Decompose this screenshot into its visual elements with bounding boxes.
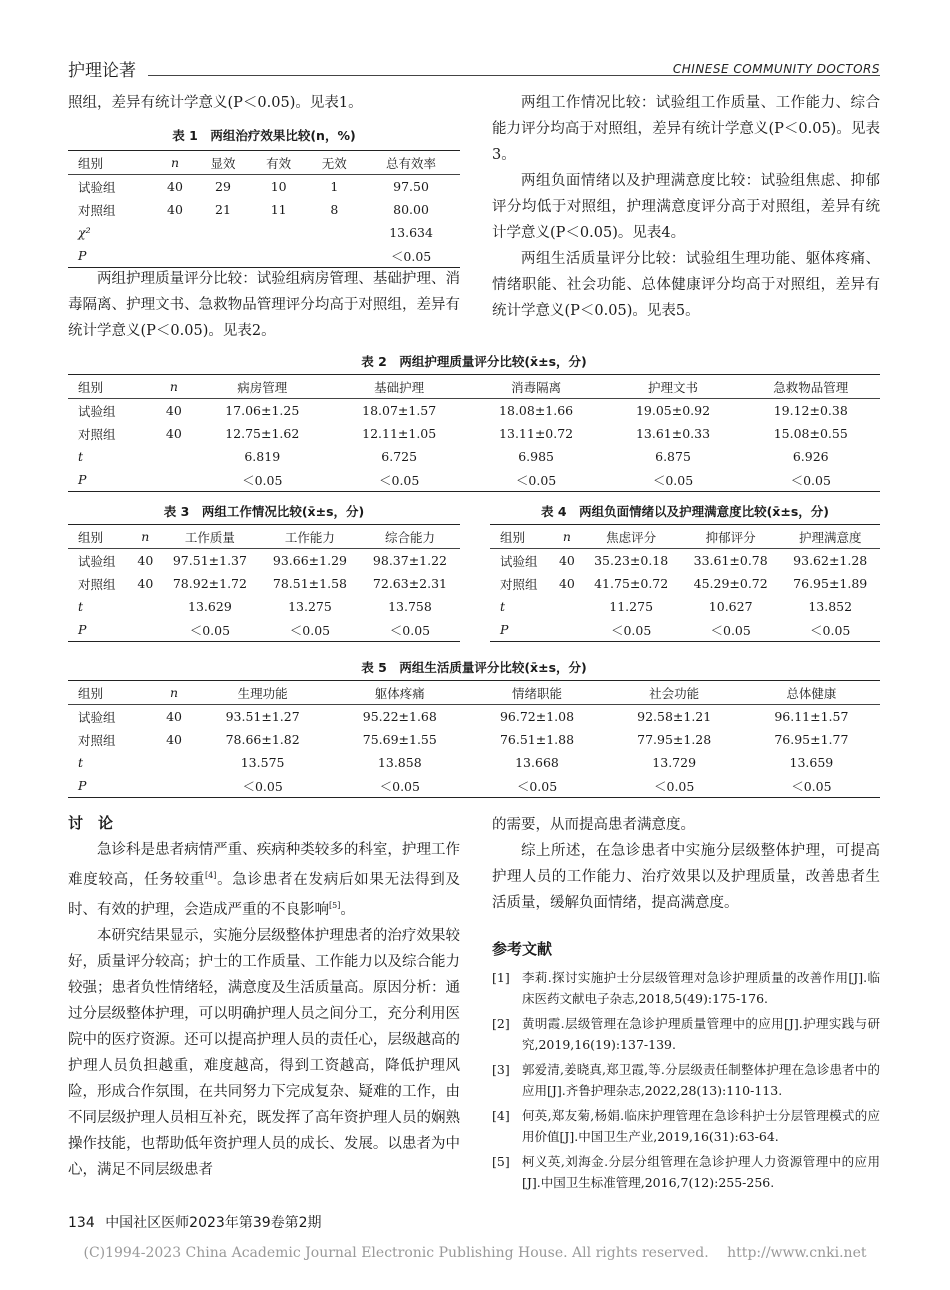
table-cell: 13.852 bbox=[808, 599, 853, 614]
discussion-paragraph-2: 本研究结果显示，实施分层级整体护理患者的治疗效果较好，质量评分较高；护士的工作质量、工作能力以及综合能力较强；患者负性情绪轻，满意度及生活质量高。原因分析：通过分层级整体护理，可以明确护理人员之间分工，充分利用医院中的医疗资源。还可以提高护理人员的责任心，层级越高的护理人员负担越重，难度越高，得到工资越高，降低护理风险，形成合作氛围，在共同努力下完成复杂、疑难的工作，由不同层级护理人员相互补充，既发挥了高年资护理人员的娴熟操作技能，也帮助低年资护理人员的成长、发展。以患者为中心，满足不同层级患者 bbox=[68, 927, 460, 1178]
table-header-cell: 生理功能 bbox=[194, 681, 331, 705]
table-cell: 80.00 bbox=[393, 202, 429, 217]
reference-text: 黄明霞.层级管理在急诊护理质量管理中的应用[J].护理实践与研究,2019,16(19):137-139. bbox=[522, 1016, 880, 1052]
table-cell bbox=[195, 244, 251, 268]
reference-text: 何英,郑友菊,杨娟.临床护理管理在急诊科护士分层管理模式的应用价值[J].中国卫生产业,2019,16(31):63-64. bbox=[522, 1108, 880, 1144]
table-cell: ＜0.05 bbox=[468, 774, 605, 798]
table-cell: 75.69±1.55 bbox=[362, 732, 437, 747]
header-divider bbox=[148, 75, 880, 76]
table-header-cell: 急救物品管理 bbox=[741, 375, 880, 399]
table-row bbox=[68, 244, 460, 268]
table-cell: 试验组 bbox=[78, 179, 116, 195]
table-row bbox=[68, 175, 460, 199]
table-cell: 8 bbox=[330, 202, 339, 217]
table-row bbox=[490, 595, 880, 618]
table-cell: ＜0.05 bbox=[331, 468, 468, 492]
table-header-cell: 总体健康 bbox=[743, 681, 880, 705]
table-cell bbox=[154, 751, 194, 774]
reference-item bbox=[492, 1151, 880, 1193]
citation-marker: [5] bbox=[329, 900, 341, 910]
table-cell: 78.92±1.72 bbox=[172, 576, 247, 591]
page-number: 134 bbox=[68, 1215, 95, 1231]
table-cell bbox=[552, 618, 581, 642]
table-cell: 72.63±2.31 bbox=[372, 576, 448, 591]
table-cell: 19.12±0.38 bbox=[773, 403, 848, 418]
table-cell: 10 bbox=[270, 179, 287, 194]
table-row bbox=[490, 618, 880, 642]
table-cell: 13.61±0.33 bbox=[635, 426, 711, 441]
table-cell: 96.11±1.57 bbox=[774, 709, 849, 724]
table-cell: 试验组 bbox=[78, 709, 116, 725]
table-cell: 对照组 bbox=[78, 426, 116, 442]
table-header-cell: 有效 bbox=[251, 151, 307, 175]
table-header-cell: 组别 bbox=[68, 151, 155, 175]
discussion-paragraph-1 bbox=[68, 837, 460, 923]
table-header-cell: 社会功能 bbox=[606, 681, 743, 705]
table-header-cell: 消毒隔离 bbox=[468, 375, 605, 399]
reference-text: 郭爱清,姜晓真,郑卫霞,等.分层级责任制整体护理在急诊患者中的应用[J].齐鲁护理杂志,2022,28(13):110-113. bbox=[522, 1062, 880, 1098]
table-cell: 92.58±1.21 bbox=[637, 709, 712, 724]
table-row bbox=[68, 728, 880, 751]
table-cell: ＜0.05 bbox=[743, 774, 880, 798]
table-cell: 6.875 bbox=[655, 449, 691, 464]
table-cell: t bbox=[78, 449, 84, 464]
table5-block bbox=[68, 658, 880, 798]
table-cell bbox=[154, 774, 194, 798]
table-cell: 33.61±0.78 bbox=[693, 553, 768, 568]
table-cell bbox=[306, 244, 362, 268]
table-cell bbox=[154, 445, 194, 468]
reference-text: 柯义英,刘海金.分层分组管理在急诊护理人力资源管理中的应用[J].中国卫生标准管理,2016,7(12):255-256. bbox=[522, 1154, 880, 1190]
table-cell: P bbox=[490, 618, 552, 642]
table4-caption: 表 4 两组负面情绪以及护理满意度比较(x̄±s，分) bbox=[541, 504, 829, 519]
table-cell: 97.50 bbox=[393, 179, 429, 194]
table-cell: 13.659 bbox=[789, 755, 834, 770]
table-header-cell: n bbox=[131, 525, 160, 549]
table-cell: 40 bbox=[167, 179, 183, 194]
table-header-cell: 抑郁评分 bbox=[681, 525, 781, 549]
table-cell: 19.05±0.92 bbox=[635, 403, 711, 418]
table-cell: ＜0.05 bbox=[606, 774, 743, 798]
table-cell: 29 bbox=[215, 179, 231, 194]
table-header-cell: 显效 bbox=[195, 151, 251, 175]
table-header-cell: 综合能力 bbox=[360, 525, 460, 549]
left-para-block bbox=[68, 266, 460, 344]
journal-section-title: 护理论著 bbox=[68, 61, 136, 81]
table-cell: ＜0.05 bbox=[780, 618, 880, 642]
table-cell: 76.51±1.88 bbox=[499, 732, 575, 747]
table-header-cell: 情绪职能 bbox=[468, 681, 605, 705]
table-cell: 6.725 bbox=[381, 449, 418, 464]
conclusion-paragraph: 综上所述，在急诊患者中实施分层级整体护理，可提高护理人员的工作能力、治疗效果以及护理质量，改善患者生活质量，缓解负面情绪，提高满意度。 bbox=[492, 843, 880, 911]
table-cell: 17.06±1.25 bbox=[225, 403, 300, 418]
table-cell: 13.729 bbox=[652, 755, 697, 770]
table-header-cell: 组别 bbox=[68, 525, 131, 549]
table-cell: 18.08±1.66 bbox=[499, 403, 574, 418]
table-cell: 40 bbox=[165, 403, 182, 418]
table-row bbox=[68, 774, 880, 798]
table-header-cell: 病房管理 bbox=[194, 375, 331, 399]
table-cell: 对照组 bbox=[500, 576, 538, 592]
table-cell bbox=[131, 618, 160, 642]
table-header-cell: 工作能力 bbox=[260, 525, 360, 549]
table-header-row bbox=[68, 375, 880, 399]
table-cell: ＜0.05 bbox=[681, 618, 781, 642]
references-heading: 参考文献 bbox=[492, 940, 553, 958]
table-header-row bbox=[68, 151, 460, 175]
text-run: 。急诊患者在发病后如果无法得到及时、有效的护理，会造成严重的不良影响 bbox=[68, 871, 461, 918]
table-cell: P bbox=[68, 244, 155, 268]
table-cell: 6.985 bbox=[518, 449, 554, 464]
table5-caption: 表 5 两组生活质量评分比较(x̄±s，分) bbox=[361, 660, 587, 675]
table-cell: 18.07±1.57 bbox=[362, 403, 437, 418]
text-run: 急诊科是患者病情严重、疾病种类较多的科室，护理工作难度较高，任务较重 bbox=[68, 842, 460, 888]
table-cell bbox=[552, 595, 581, 618]
table-cell: ＜0.05 bbox=[160, 618, 260, 642]
table-cell: 41.75±0.72 bbox=[594, 576, 669, 591]
table-header-cell: 组别 bbox=[68, 681, 154, 705]
table3-caption: 表 3 两组工作情况比较(x̄±s，分) bbox=[163, 504, 365, 519]
right-col-bottom bbox=[492, 812, 880, 1197]
table-header-row bbox=[490, 525, 880, 549]
copyright-notice: (C)1994-2023 China Academic Journal Electronic Publishing House. All rights reserved. http://www.cnki.net bbox=[83, 1245, 867, 1261]
table-cell: 13.634 bbox=[389, 225, 433, 240]
table-cell: 12.11±1.05 bbox=[362, 426, 437, 441]
table2-caption: 表 2 两组护理质量评分比较(x̄±s，分) bbox=[361, 354, 587, 369]
table-cell bbox=[195, 221, 251, 244]
table-header-row bbox=[68, 681, 880, 705]
table-header-cell: 工作质量 bbox=[160, 525, 260, 549]
table-row bbox=[68, 572, 460, 595]
table-cell: P bbox=[68, 774, 154, 798]
table-header-cell: 护理满意度 bbox=[780, 525, 880, 549]
table-header-cell: n bbox=[154, 681, 194, 705]
table-cell bbox=[251, 221, 307, 244]
table-cell: 13.668 bbox=[515, 755, 559, 770]
reference-text: 李莉.探讨实施护士分层级管理对急诊护理质量的改善作用[J].临床医药文献电子杂志,2018,5(49):175-176. bbox=[522, 970, 880, 1006]
table-header-row bbox=[68, 525, 460, 549]
table-cell: 12.75±1.62 bbox=[225, 426, 300, 441]
reference-number: [1] bbox=[492, 970, 510, 985]
table-cell: 13.629 bbox=[188, 599, 232, 614]
table-header-cell: 总有效率 bbox=[362, 151, 460, 175]
table4-block bbox=[490, 502, 880, 642]
table-row bbox=[490, 572, 880, 595]
table-cell: ＜0.05 bbox=[360, 618, 460, 642]
table2 bbox=[68, 374, 880, 492]
table-cell: 13.758 bbox=[388, 599, 432, 614]
table-row bbox=[68, 751, 880, 774]
table-cell: ＜0.05 bbox=[605, 468, 742, 492]
table-row bbox=[68, 595, 460, 618]
table-row bbox=[490, 549, 880, 573]
table-cell bbox=[131, 595, 160, 618]
reference-number: [5] bbox=[492, 1154, 510, 1169]
table-cell: P bbox=[68, 468, 154, 492]
table-cell: ＜0.05 bbox=[194, 774, 331, 798]
table-row bbox=[68, 445, 880, 468]
reference-list bbox=[492, 967, 880, 1193]
table5 bbox=[68, 680, 880, 798]
table-header-cell: 焦虑评分 bbox=[581, 525, 681, 549]
table-cell: 对照组 bbox=[78, 202, 116, 218]
table-row bbox=[68, 399, 880, 423]
table-cell: 试验组 bbox=[78, 553, 116, 569]
table-cell: ＜0.05 bbox=[581, 618, 681, 642]
paragraph-table4-intro: 两组负面情绪以及护理满意度比较：试验组焦虑、抑郁评分均低于对照组，护理满意度评分高于对照组，差异有统计学意义(P＜0.05)。见表4。 bbox=[492, 173, 880, 241]
table-cell bbox=[155, 244, 195, 268]
table-row bbox=[68, 221, 460, 244]
table-cell: t bbox=[500, 599, 506, 614]
table-cell: P bbox=[68, 618, 131, 642]
table-cell: 76.95±1.77 bbox=[774, 732, 849, 747]
reference-item bbox=[492, 1059, 880, 1101]
table-cell: χ² bbox=[78, 225, 91, 240]
table-header-cell: n bbox=[155, 151, 195, 175]
table-row bbox=[68, 618, 460, 642]
table-cell bbox=[306, 221, 362, 244]
table-cell: 97.51±1.37 bbox=[172, 553, 247, 568]
table-header-cell: n bbox=[154, 375, 194, 399]
paragraph-table2-intro: 两组护理质量评分比较：试验组病房管理、基础护理、消毒隔离、护理文书、急救物品管理评分均高于对照组，差异有统计学意义(P＜0.05)。见表2。 bbox=[68, 271, 460, 339]
table-cell: t bbox=[78, 755, 84, 770]
table3-block bbox=[68, 502, 460, 642]
table-cell: 78.66±1.82 bbox=[225, 732, 300, 747]
table-cell: 98.37±1.22 bbox=[372, 553, 448, 568]
table-cell: 40 bbox=[137, 576, 154, 591]
table-cell: 1 bbox=[330, 179, 339, 194]
discussion-paragraph-2-cont: 的需要，从而提高患者满意度。 bbox=[492, 817, 695, 833]
table-cell: 95.22±1.68 bbox=[362, 709, 437, 724]
table-header-cell: 基础护理 bbox=[331, 375, 468, 399]
table-cell bbox=[154, 468, 194, 492]
table1-block bbox=[68, 126, 460, 268]
reference-item bbox=[492, 1105, 880, 1147]
table-header-cell: 无效 bbox=[306, 151, 362, 175]
table-row bbox=[68, 468, 880, 492]
paragraph-table1-intro: 照组，差异有统计学意义(P＜0.05)。见表1。 bbox=[68, 95, 363, 111]
table-cell: 试验组 bbox=[78, 403, 116, 419]
table-cell: 45.29±0.72 bbox=[693, 576, 768, 591]
table-cell: 15.08±0.55 bbox=[773, 426, 848, 441]
reference-number: [2] bbox=[492, 1016, 510, 1031]
reference-number: [3] bbox=[492, 1062, 510, 1077]
table3 bbox=[68, 524, 460, 642]
table-header-cell: n bbox=[552, 525, 581, 549]
table-cell: 13.11±0.72 bbox=[499, 426, 574, 441]
table-cell: t bbox=[78, 599, 84, 614]
table-cell: 96.72±1.08 bbox=[499, 709, 575, 724]
table-cell: 93.66±1.29 bbox=[272, 553, 347, 568]
table-cell: 40 bbox=[166, 732, 182, 747]
table-cell: 93.51±1.27 bbox=[225, 709, 300, 724]
table-cell bbox=[155, 221, 195, 244]
table-cell: 77.95±1.28 bbox=[637, 732, 712, 747]
table-cell: 13.858 bbox=[377, 755, 422, 770]
left-col-top bbox=[68, 90, 460, 116]
table-cell: 93.62±1.28 bbox=[793, 553, 868, 568]
table-cell: 35.23±0.18 bbox=[594, 553, 669, 568]
table-cell: 6.926 bbox=[792, 449, 829, 464]
table-header-cell: 组别 bbox=[490, 525, 552, 549]
table-header-cell: 组别 bbox=[68, 375, 154, 399]
right-col-top bbox=[492, 90, 880, 324]
table-row bbox=[68, 705, 880, 729]
reference-item bbox=[492, 967, 880, 1009]
discussion-heading: 讨 论 bbox=[68, 814, 114, 832]
table-cell: 13.575 bbox=[240, 755, 285, 770]
table-cell: ＜0.05 bbox=[468, 468, 605, 492]
table-cell: 11 bbox=[270, 202, 287, 217]
table-cell: 40 bbox=[137, 553, 154, 568]
reference-number: [4] bbox=[492, 1108, 510, 1123]
table-cell: ＜0.05 bbox=[194, 468, 331, 492]
table-row bbox=[68, 422, 880, 445]
citation-marker: [4] bbox=[205, 871, 217, 880]
table-cell: 试验组 bbox=[500, 553, 538, 569]
table-cell: ＜0.05 bbox=[260, 618, 360, 642]
table-cell bbox=[251, 244, 307, 268]
table1-caption: 表 1 两组治疗效果比较(n，%) bbox=[172, 128, 356, 143]
discussion-section bbox=[68, 812, 460, 1183]
table-row bbox=[68, 549, 460, 573]
table-cell: 40 bbox=[167, 202, 183, 217]
reference-item bbox=[492, 1013, 880, 1055]
table-row bbox=[68, 198, 460, 221]
table-cell: 40 bbox=[558, 576, 575, 591]
journal-issue: 中国社区医师2023年第39卷第2期 bbox=[105, 1215, 322, 1231]
table-cell: 10.627 bbox=[708, 599, 753, 614]
text-run: 。 bbox=[340, 901, 355, 918]
table2-block bbox=[68, 352, 880, 492]
table-cell: 21 bbox=[215, 202, 231, 217]
table-cell: 对照组 bbox=[78, 576, 116, 592]
table-cell: ＜0.05 bbox=[331, 774, 468, 798]
table-cell: 76.95±1.89 bbox=[793, 576, 868, 591]
table-cell: 11.275 bbox=[609, 599, 654, 614]
table-cell: 13.275 bbox=[288, 599, 332, 614]
page-footer bbox=[68, 1212, 322, 1232]
table-cell: 40 bbox=[558, 553, 575, 568]
table-cell: 40 bbox=[166, 709, 182, 724]
table-cell: 对照组 bbox=[78, 732, 116, 748]
paragraph-table3-intro: 两组工作情况比较：试验组工作质量、工作能力、综合能力评分均高于对照组，差异有统计学意义(P＜0.05)。见表3。 bbox=[492, 95, 880, 163]
paragraph-table5-intro: 两组生活质量评分比较：试验组生理功能、躯体疼痛、情绪职能、社会功能、总体健康评分均高于对照组，差异有统计学意义(P＜0.05)。见表5。 bbox=[492, 251, 880, 319]
table-header-cell: 躯体疼痛 bbox=[331, 681, 468, 705]
table-cell: ＜0.05 bbox=[741, 468, 880, 492]
table-cell: 78.51±1.58 bbox=[272, 576, 347, 591]
table-cell: 40 bbox=[165, 426, 182, 441]
table-cell: 6.819 bbox=[244, 449, 281, 464]
table1 bbox=[68, 150, 460, 268]
table4 bbox=[490, 524, 880, 642]
table-cell: ＜0.05 bbox=[362, 244, 460, 268]
table-header-cell: 护理文书 bbox=[605, 375, 742, 399]
journal-name-english: CHINESE COMMUNITY DOCTORS bbox=[672, 62, 880, 76]
